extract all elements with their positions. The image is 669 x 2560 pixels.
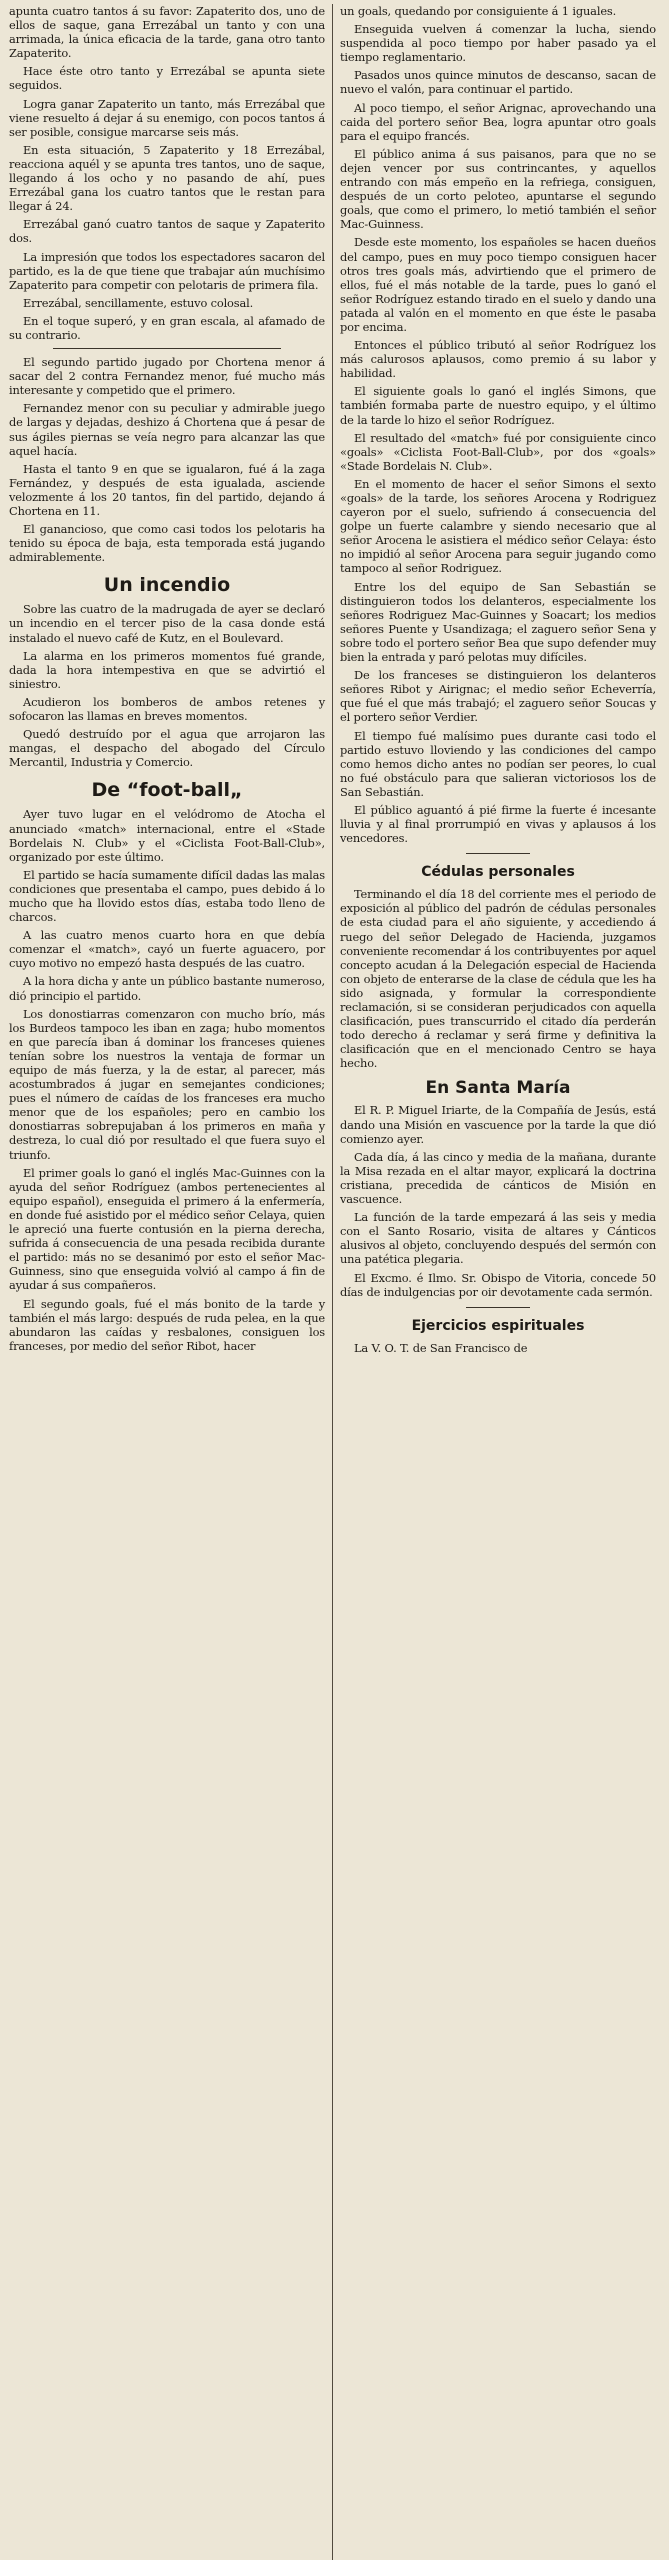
article-paragraph: En el momento de hacer el señor Simons el sexto «goals» de la tarde, los señores Arocena y Rodriguez cayeron por el suelo, sufriendo á consecuencia del golpe un fuerte calambre y siendo necesario que al señor Arocena le asistiera el médico señor Celaya: ésto no impidió al señor Arocena para seguir jugando como tampoco al señor Rodriguez. bbox=[340, 476, 656, 576]
headline-incendio: Un incendio bbox=[103, 574, 231, 597]
article-paragraph: El siguiente goals lo ganó el inglés Simons, que también formaba parte de nuestro equipo, y el último de la tarde lo hizo el señor Rodríguez. bbox=[340, 384, 656, 427]
article-paragraph: El ganancioso, que como casi todos los pelotaris ha tenido su época de baja, esta temporada está jugando admirablemente. bbox=[9, 522, 325, 565]
article-paragraph: Entonces el público tributó al señor Rodríguez los más calurosos aplausos, como premio á su labor y habilidad. bbox=[340, 338, 656, 381]
section-rule bbox=[466, 1307, 529, 1308]
article-paragraph: Hace éste otro tanto y Errezábal se apunta siete seguidos. bbox=[9, 64, 325, 93]
article-paragraph: Pasados unos quince minutos de descanso, sacan de nuevo el valón, para continuar el partido. bbox=[340, 68, 656, 97]
article-paragraph: Sobre las cuatro de la madrugada de ayer se declaró un incendio en el tercer piso de la casa donde está instalado el nuevo café de Kutz, en el Boulevard. bbox=[9, 602, 325, 645]
article-paragraph: Cada día, á las cinco y media de la mañana, durante la Misa rezada en el altar mayor, explicará la doctrina cristiana, precedida de cánticos de Misión en vascuence. bbox=[340, 1149, 656, 1207]
headline-cedulas: Cédulas personales bbox=[421, 864, 575, 881]
article-paragraph: El partido se hacía sumamente difícil dadas las malas condiciones que presentaba el campo, pues debido á lo mucho que ha llovido estos días, estaba todo lleno de charcos. bbox=[9, 867, 325, 925]
article-paragraph: Al poco tiempo, el señor Arignac, aprovechando una caida del portero señor Bea, logra apuntar otro goals para el equipo francés. bbox=[340, 100, 656, 143]
section-rule bbox=[466, 853, 529, 854]
article-paragraph: Quedó destruído por el agua que arrojaron las mangas, el despacho del abogado del Círculo Mercantil, Industria y Comercio. bbox=[9, 727, 325, 770]
article-paragraph: A la hora dicha y ante un público bastante numeroso, dió principio el partido. bbox=[9, 974, 325, 1003]
article-paragraph: La V. O. T. de San Francisco de bbox=[354, 1340, 528, 1355]
article-paragraph: Los donostiarras comenzaron con mucho brío, más los Burdeos tampoco les iban en zaga; hubo momentos en que parecía iban á dominar los franceses quienes tenían sobre los nuestros la ventaja de formar un equipo de más fuerza, y la de estar, al parecer, más acostumbrados á jugar en semejantes condiciones; pues el número de caídas de los franceses era mucho menor que de los españoles; pero en cambio los donostiarras sobrepujaban á los primeros en maña y destreza, lo cual dió por resultado el que fuera suyo el triunfo. bbox=[9, 1006, 325, 1162]
article-paragraph: Enseguida vuelven á comenzar la lucha, siendo suspendida al poco tiempo por haber pasado ya el tiempo reglamentario. bbox=[340, 22, 656, 65]
article-paragraph: El tiempo fué malísimo pues durante casi todo el partido estuvo lloviendo y las condiciones del campo como hemos dicho antes no podían ser peores, lo cual no fué obstáculo para que salieran victoriosos los de San Sebastián. bbox=[340, 728, 656, 799]
article-paragraph: Logra ganar Zapaterito un tanto, más Errezábal que viene resuelto á dejar á su enemigo, con pocos tantos á ser posible, consigue marcarse seis más. bbox=[9, 96, 325, 139]
article-paragraph: El resultado del «match» fué por consiguiente cinco «goals» «Ciclista Foot-Ball-Club», por dos «goals» «Stade Bordelais N. Club». bbox=[340, 430, 656, 473]
headline-football: De “foot-ball„ bbox=[91, 779, 243, 802]
article-paragraph: El segundo goals, fué el más bonito de la tarde y también el más largo: después de ruda pelea, en la que abundaron las caídas y resbalones, consiguen los franceses, por medio del señor Ribot, hacer bbox=[9, 1296, 325, 1353]
article-paragraph: apunta cuatro tantos á su favor: Zapaterito dos, uno de ellos de saque, gana Errezábal un tanto y con una arrimada, la única eficacia de la tarde, gana otro tanto Zapaterito. bbox=[9, 4, 325, 61]
article-paragraph: A las cuatro menos cuarto hora en que debía comenzar el «match», cayó un fuerte aguacero, por cuyo motivo no empezó hasta después de las cuatro. bbox=[9, 928, 325, 971]
article-paragraph: Hasta el tanto 9 en que se igualaron, fué á la zaga Fernández, y después de esta igualada, asciende velozmente á los 20 tantos, fin del partido, dejando á Chortena en 11. bbox=[9, 461, 325, 518]
left-column bbox=[4, 4, 330, 2560]
article-paragraph: Acudieron los bomberos de ambos retenes y sofocaron las llamas en breves momentos. bbox=[9, 694, 325, 724]
article-paragraph: De los franceses se distinguieron los delanteros señores Ribot y Airignac; el medio señor Echeverría, que fué el que más trabajó; el zaguero señor Soucas y el portero señor Verdier. bbox=[340, 668, 656, 725]
article-paragraph: El R. P. Miguel Iriarte, de la Compañía de Jesús, está dando una Misión en vascuence por la tarde la que dió comienzo ayer. bbox=[340, 1103, 656, 1146]
article-paragraph: Errezábal ganó cuatro tantos de saque y Zapaterito dos. bbox=[9, 217, 325, 246]
article-paragraph: El segundo partido jugado por Chortena menor á sacar del 2 contra Fernandez menor, fué mucho más interesante y competido que el primero. bbox=[9, 355, 325, 398]
article-paragraph: El público aguantó á pié firme la fuerte é incesante lluvia y al final prorrumpió en vivas y aplausos á los vencedores. bbox=[340, 802, 656, 846]
article-paragraph: El Excmo. é Ilmo. Sr. Obispo de Vitoria, concede 50 días de indulgencias por oir devotamente cada sermón. bbox=[340, 1270, 656, 1299]
article-paragraph: El primer goals lo ganó el inglés Mac-Guinnes con la ayuda del señor Rodríguez (ambos pertenecientes al equipo español), enseguida el primero á la enfermería, en donde fué asistido por el médico señor Celaya, quien le apreció una fuerte contusión en la pierna derecha, sufrida á consecuencia de una pesada recibida durante el partido: más no se desanimó por esto el señor Mac-Guinness, sino que enseguida volvió al campo á fin de ayudar á sus compañeros. bbox=[9, 1165, 325, 1293]
article-paragraph: La función de la tarde empezará á las seis y media con el Santo Rosario, visita de altares y Cánticos alusivos al objeto, concluyendo después del sermón con una patética plegaria. bbox=[340, 1210, 656, 1267]
column-divider bbox=[332, 4, 333, 2560]
article-paragraph: Errezábal, sencillamente, estuvo colosal. bbox=[23, 295, 254, 310]
headline-ejercicios: Ejercicios espirituales bbox=[411, 1317, 585, 1334]
article-paragraph: Terminando el día 18 del corriente mes el periodo de exposición al público del padrón de cédulas personales de esta ciudad para el año siguiente, y accediendo á ruego del señor Delegado de Hacienda, juzgamos conveniente recomendar á los contribuyentes por aquel concepto acudan á la Delegación especial de Hacienda con objeto de enterarse de la clase de cédula que les ha sido asignada, y formular la correspondiente reclamación, si se consideran perjudicados con aquella clasificación, pues transcurrido el citado día perderán todo derecho á reclamar y será firme y definitiva la clasificación que en el mencionado Centro se haya hecho. bbox=[340, 887, 656, 1071]
article-paragraph: La impresión que todos los espectadores sacaron del partido, es la de que tiene que trabajar aún muchísimo Zapaterito para competir con pelotaris de primera fila. bbox=[9, 249, 325, 292]
article-paragraph: Entre los del equipo de San Sebastián se distinguieron todos los delanteros, especialmente los señores Rodriguez Mac-Guinnes y Soacart; los medios señores Puente y Usandizaga; el zaguero señor Sena y sobre todo el portero señor Bea que supo defender muy bien la entrada y paró pelotas muy difíciles. bbox=[340, 579, 656, 665]
section-rule bbox=[53, 348, 281, 349]
article-paragraph: Desde este momento, los españoles se hacen dueños del campo, pues en muy poco tiempo consiguen hacer otros tres goals más, advirtiendo que el primero de ellos, fué el más notable de la tarde, pues lo ganó el señor Rodríguez estando tirado en el suelo y dando una patada al valón en el momento en que éste le pasaba por encima. bbox=[340, 235, 656, 334]
headline-santa-maria: En Santa María bbox=[425, 1078, 571, 1099]
right-column bbox=[335, 4, 661, 2560]
article-paragraph: Fernandez menor con su peculiar y admirable juego de largas y dejadas, deshizo á Chortena que á pesar de sus ágiles piernas se veía negro para alcanzar las que aquel hacía. bbox=[9, 401, 325, 458]
article-paragraph: En esta situación, 5 Zapaterito y 18 Errezábal, reacciona aquél y se apunta tres tantos, uno de saque, llegando á los ocho y no pasando de ahí, pues Errezábal gana los cuatro tantos que le restan para llegar á 24. bbox=[9, 142, 325, 214]
article-paragraph: un goals, quedando por consiguiente á 1 iguales. bbox=[340, 4, 617, 18]
article-paragraph: En el toque superó, y en gran escala, al afamado de su contrario. bbox=[9, 313, 325, 342]
article-paragraph: El público anima á sus paisanos, para que no se dejen vencer por sus contrincantes, y aquellos entrando con más empeño en la refriega, consiguen, después de un corto peloteo, apuntarse el segundo goals, que como el primero, lo metió también el señor Mac-Guinness. bbox=[340, 146, 656, 232]
article-paragraph: La alarma en los primeros momentos fué grande, dada la hora intempestiva en que se advirtió el siniestro. bbox=[9, 648, 325, 691]
article-paragraph: Ayer tuvo lugar en el velódromo de Atocha el anunciado «match» internacional, entre el «Stade Bordelais N. Club» y el «Ciclista Foot-Ball-Club», organizado por este último. bbox=[9, 807, 325, 864]
